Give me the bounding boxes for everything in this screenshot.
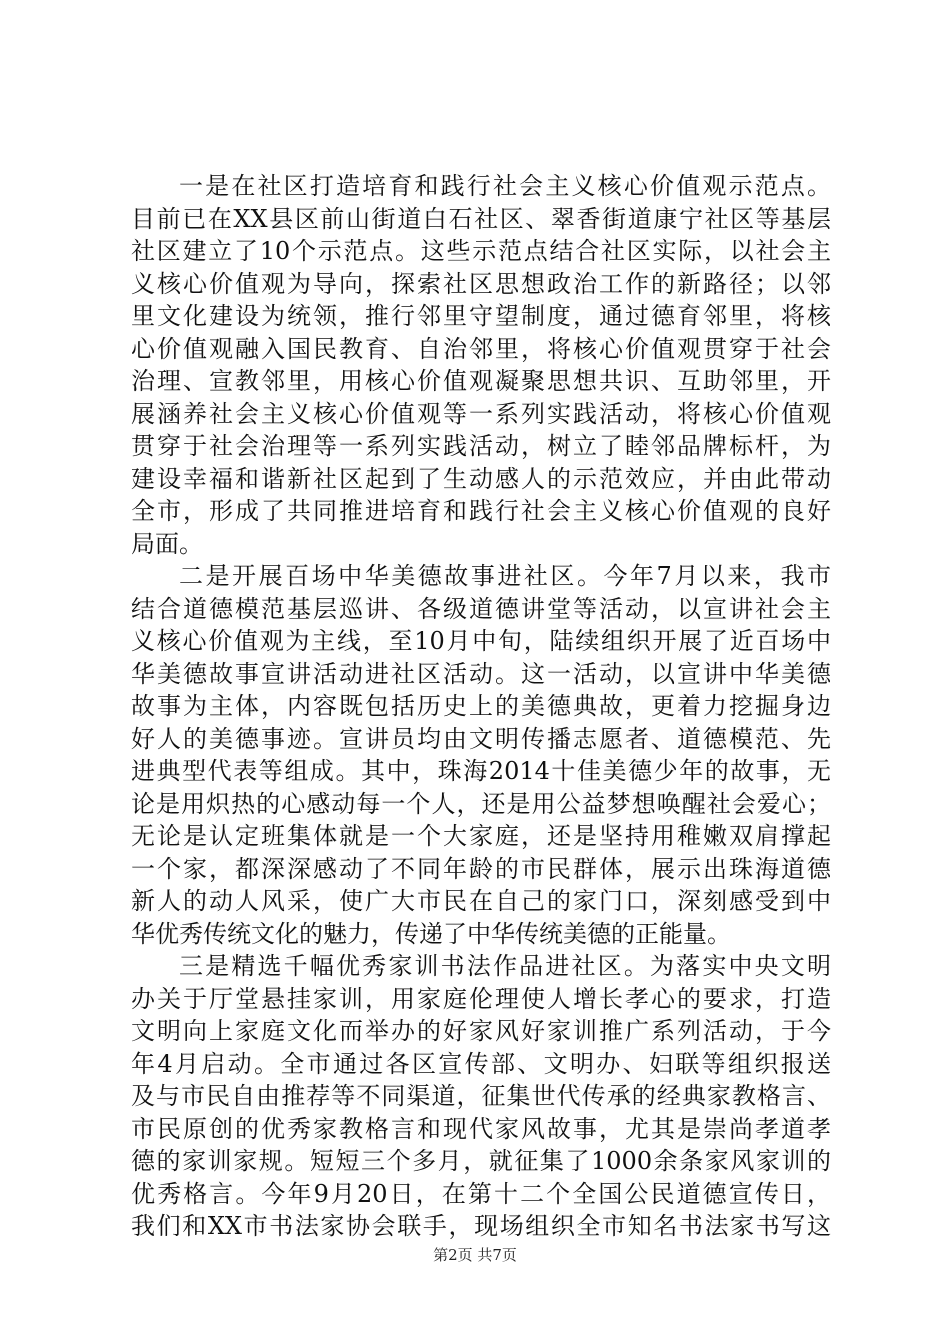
text-line: 无论是认定班集体就是一个大家庭，还是坚持用稚嫩双肩撑起 (131, 822, 831, 850)
text-line: 故事为主体，内容既包括历史上的美德典故，更着力挖掘身边 (131, 692, 831, 720)
paragraph-3 (131, 950, 831, 1243)
text-line: 及与市民自由推荐等不同渠道，征集世代传承的经典家教格言、 (131, 1082, 831, 1110)
text-line: 义核心价值观为主线，至10月中旬，陆续组织开展了近百场中 (131, 627, 831, 655)
text-line: 德的家训家规。短短三个多月，就征集了1000余条家风家训的 (131, 1147, 831, 1175)
text-line: 进典型代表等组成。其中，珠海2014十佳美德少年的故事，无 (131, 757, 831, 785)
text-line: 华美德故事宣讲活动进社区活动。这一活动，以宣讲中华美德 (131, 659, 831, 688)
text-line: 二是开展百场中华美德故事进社区。今年7月以来，我市 (179, 562, 831, 590)
text-line: 展涵养社会主义核心价值观等一系列实践活动，将核心价值观 (131, 399, 831, 428)
text-line: 我们和XX市书法家协会联手，现场组织全市知名书法家书写这 (131, 1212, 831, 1240)
text-line: 一是在社区打造培育和践行社会主义核心价值观示范点。 (179, 172, 831, 200)
text-line: 优秀格言。今年9月20日，在第十二个全国公民道德宣传日， (131, 1179, 831, 1208)
text-line: 一个家，都深深感动了不同年龄的市民群体，展示出珠海道德 (131, 854, 831, 883)
paragraph-1 (131, 170, 831, 560)
text-line: 文明向上家庭文化而举办的好家风好家训推广系列活动，于今 (131, 1017, 831, 1045)
text-line: 三是精选千幅优秀家训书法作品进社区。为落实中央文明 (179, 952, 831, 980)
text-line: 办关于厅堂悬挂家训，用家庭伦理使人增长孝心的要求，打造 (131, 984, 831, 1013)
page-footer (0, 1245, 950, 1265)
text-line: 好人的美德事迹。宣讲员均由文明传播志愿者、道德模范、先 (131, 724, 831, 753)
text-line: 年4月启动。全市通过各区宣传部、文明办、妇联等组织报送 (131, 1049, 831, 1078)
text-line: 华优秀传统文化的魅力，传递了中华传统美德的正能量。 (131, 919, 731, 948)
text-line: 论是用炽热的心感动每一个人，还是用公益梦想唤醒社会爱心； (131, 789, 831, 818)
text-line: 局面。 (131, 529, 203, 558)
text-line: 社区建立了10个示范点。这些示范点结合社区实际，以社会主 (131, 237, 831, 265)
text-line: 治理、宣教邻里，用核心价值观凝聚思想共识、互助邻里，开 (131, 367, 831, 395)
text-line: 贯穿于社会治理等一系列实践活动，树立了睦邻品牌标杆，为 (131, 432, 831, 460)
text-line: 全市，形成了共同推进培育和践行社会主义核心价值观的良好 (131, 497, 831, 525)
page-number-label: 第2页 共7页 (433, 1246, 517, 1264)
text-line: 市民原创的优秀家教格言和现代家风故事，尤其是崇尚孝道孝 (131, 1114, 831, 1143)
text-line: 心价值观融入国民教育、自治邻里，将核心价值观贯穿于社会 (131, 334, 831, 363)
text-line: 建设幸福和谐新社区起到了生动感人的示范效应，并由此带动 (131, 464, 831, 493)
document-body (131, 170, 831, 1243)
text-line: 结合道德模范基层巡讲、各级道德讲堂等活动，以宣讲社会主 (131, 594, 831, 623)
paragraph-2 (131, 560, 831, 950)
text-line: 义核心价值观为导向，探索社区思想政治工作的新路径；以邻 (131, 269, 831, 298)
text-line: 里文化建设为统领，推行邻里守望制度，通过德育邻里，将核 (131, 302, 831, 330)
text-line: 目前已在XX县区前山街道白石社区、翠香街道康宁社区等基层 (131, 204, 831, 233)
text-line: 新人的动人风采，使广大市民在自己的家门口，深刻感受到中 (131, 887, 831, 915)
